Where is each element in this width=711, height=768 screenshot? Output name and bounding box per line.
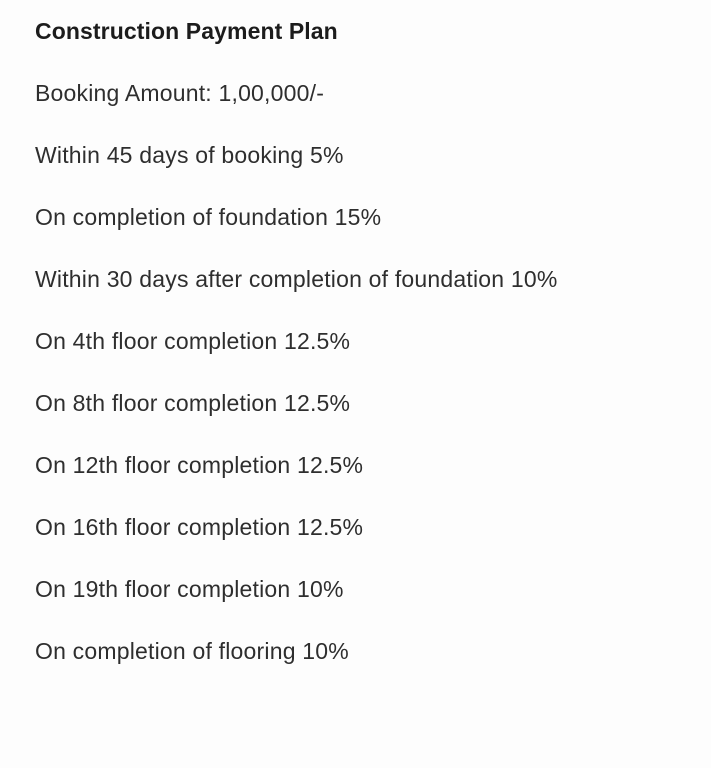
payment-line-30-days-after-foundation: Within 30 days after completion of foundation 10%	[35, 265, 558, 292]
booking-amount-line: Booking Amount: 1,00,000/-	[35, 79, 325, 106]
payment-line-8th-floor: On 8th floor completion 12.5%	[35, 389, 351, 416]
payment-line-booking-45-days: Within 45 days of booking 5%	[35, 141, 344, 168]
payment-line-4th-floor: On 4th floor completion 12.5%	[35, 327, 351, 354]
payment-line-foundation-completion: On completion of foundation 15%	[35, 203, 382, 230]
payment-line-19th-floor: On 19th floor completion 10%	[35, 575, 344, 602]
payment-line-12th-floor: On 12th floor completion 12.5%	[35, 451, 364, 478]
payment-line-16th-floor: On 16th floor completion 12.5%	[35, 513, 364, 540]
document-title: Construction Payment Plan	[35, 17, 338, 44]
payment-line-flooring-completion: On completion of flooring 10%	[35, 637, 349, 664]
